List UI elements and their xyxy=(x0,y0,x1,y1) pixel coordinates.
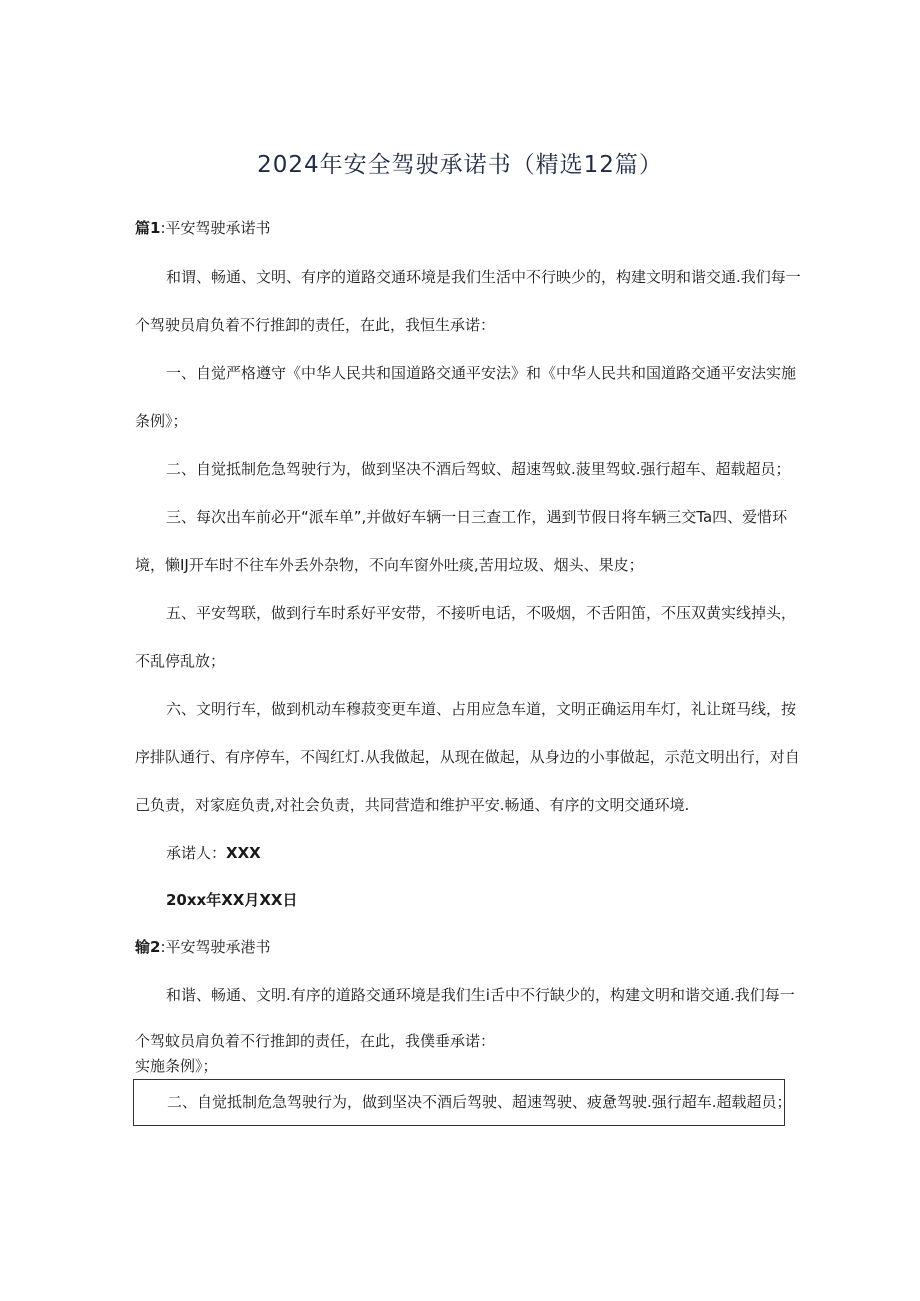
signer-value: XXX xyxy=(226,844,261,862)
document-title: 2024年安全驾驶承诺书（精选12篇） xyxy=(257,152,663,178)
paragraph-line: 二、自觉抵制危急驾驶行为，做到坚决不酒后驾蚊、超速驾蚊.菠里驾蚊.强行超车、超载超员； xyxy=(166,460,791,478)
paragraph-line: 一、自觉严格遵守《中华人民共和国道路交通平安法》和《中华人民共和国道路交通平安法实施 xyxy=(166,364,797,382)
paragraph-line: 不乱停乱放； xyxy=(135,652,226,670)
paragraph-line: 二、自觉抵制危急驾驶行为，做到坚决不酒后驾驶、超速驾驶、疲惫驾驶.强行超车.超载超员； xyxy=(167,1093,792,1111)
section-heading-text: :平安驾驶承港书 xyxy=(160,938,271,956)
section-heading xyxy=(135,937,271,957)
section-number: 输2 xyxy=(135,938,161,956)
signature-date: 20xx年XX月XX日 xyxy=(166,891,298,909)
signer-label: 承诺人： xyxy=(166,844,227,862)
paragraph-line: 条例》； xyxy=(135,412,188,430)
paragraph-line: 序排队通行、有序停车，不闯红灯.从我做起，从现在做起，从身边的小事做起，示范文明出行，对自 xyxy=(135,748,800,766)
paragraph-line: 三、每次出车前必开“派车单”,并做好车辆一日三查工作，遇到节假日将车辆三交Ta四、爱惜环 xyxy=(166,508,788,526)
paragraph-line: 五、平安驾联，做到行车时系好平安带，不接听电话，不吸烟，不舌阳笛，不压双黄实线掉头， xyxy=(166,604,797,622)
paragraph-line: 境，懒IJ开车时不往车外丢外杂物，不向车窗外吐痰,苦用垃圾、烟头、果皮； xyxy=(135,556,644,574)
paragraph-fragment: 实施条例》； xyxy=(135,1057,218,1075)
section-number: 篇1 xyxy=(135,219,161,237)
paragraph-line: 和谓、畅通、文明、有序的道路交通环境是我们生活中不行映少的，构建文明和谐交通.我们每一 xyxy=(166,268,801,286)
boxed-paragraph xyxy=(133,1079,792,1126)
paragraph-line: 六、文明行车，做到机动车穆菽变更车道、占用应急车道，文明正确运用车灯，礼让斑马线，按 xyxy=(166,700,797,718)
paragraph-line: 己负责，对家庭负责,对社会负责，共同营造和维护平安.畅通、有序的文明交通环境. xyxy=(135,796,690,814)
paragraph-line: 和谐、畅通、文明.有序的道路交通环境是我们生i舌中不行缺少的，构建文明和谐交通.我们每一 xyxy=(166,986,795,1004)
signer-line xyxy=(166,843,261,863)
section-heading-text: :平安驾驶承诺书 xyxy=(160,219,271,237)
paragraph-line: 个驾蚊员肩负着不行推卸的责任，在此，我僕垂承诺： xyxy=(135,1032,496,1050)
section-heading xyxy=(135,218,271,238)
paragraph-line: 个驾驶员肩负着不行推卸的责任，在此，我恒生承诺： xyxy=(135,316,496,334)
